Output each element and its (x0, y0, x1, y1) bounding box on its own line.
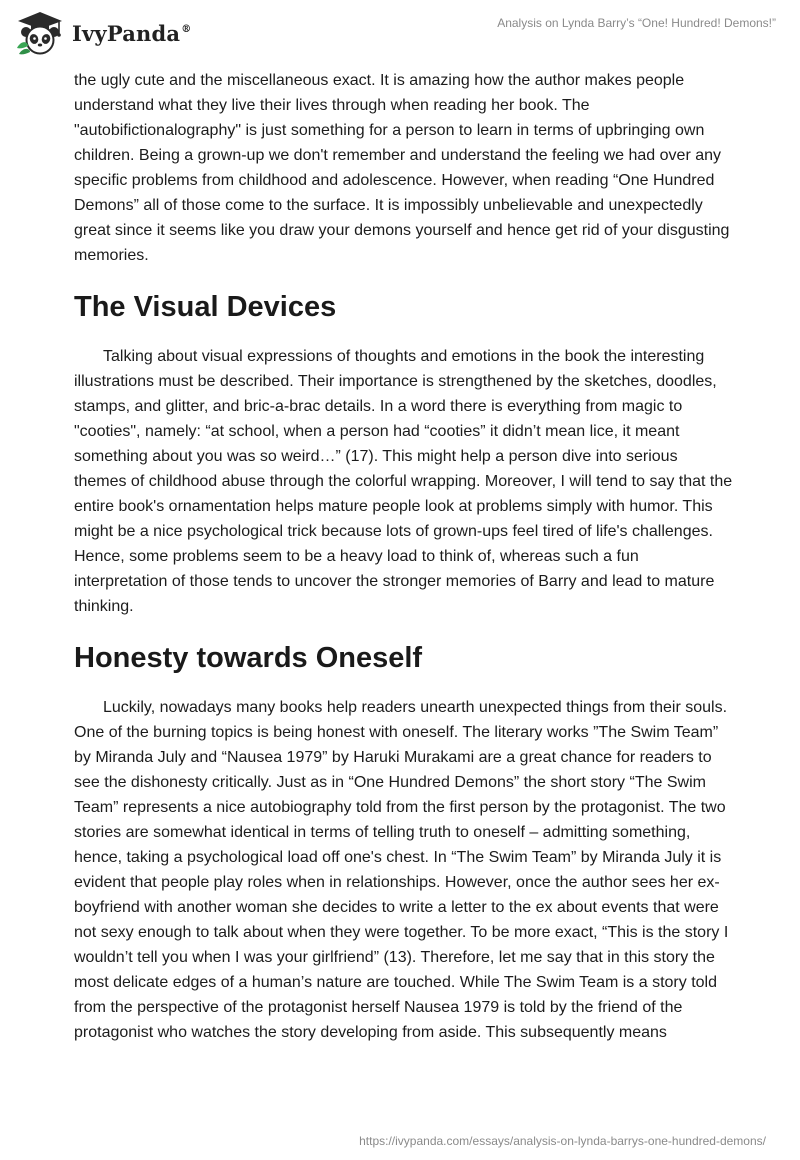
section-heading-visual-devices: The Visual Devices (74, 291, 337, 323)
page-header (0, 0, 800, 64)
essay-content (74, 68, 734, 1067)
source-url[interactable]: https://ivypanda.com/essays/analysis-on-lynda-barrys-one-hundred-demons/ (359, 1134, 766, 1148)
paragraph: the ugly cute and the miscellaneous exact. It is amazing how the author makes people understand what they live their lives through when reading her book. The "autobifictionalography" is just something for a person to learn in terms of upbringing own children. Being a grown-up we don't remember and understand the feeling we had over any specific problems from childhood and adolescence. However, when reading “One Hundred Demons” all of those come to the surface. It is impossibly unbelievable and unexpectedly great since it seems like you draw your demons yourself and hence get rid of your disgusting memories. (74, 72, 730, 264)
ivypanda-logo[interactable] (14, 10, 191, 56)
paragraph: Talking about visual expressions of thoughts and emotions in the book the interesting illustrations must be described. Their importance is strengthened by the sketches, doodles, stamps, and glitter, and bric-a-brac details. In a word there is everything from magic to "cooties", namely: “at school, when a person had “cooties” it didn’t mean lice, it meant something about you was so weird…” (17). This might help a person dive into serious themes of childhood abuse through the colorful wrapping. Moreover, I will tend to say that the entire book's ornamentation helps mature people look at problems simply with humor. This might be a nice psychological trick because lots of grown-ups feel tired of life's challenges. Hence, some problems seem to be a heavy load to think of, whereas such a fun interpretation of those tends to uncover the stronger memories of Barry and lead to mature thinking. (74, 348, 733, 615)
brand-name: IvyPanda® (72, 20, 192, 46)
paragraph: Luckily, nowadays many books help readers unearth unexpected things from their souls. One of the burning topics is being honest with oneself. The literary works ”The Swim Team” by Miranda July and “Nausea 1979” by Haruki Murakami are a great chance for readers to see the dishonesty critically. Just as in “One Hundred Demons” the short story “The Swim Team” represents a nice autobiography told from the first person by the protagonist. The two stories are somewhat identical in terms of telling truth to oneself – admitting something, hence, taking a psychological load off one's chest. In “The Swim Team” by Miranda July it is evident that people play roles when in relationships. However, once the author sees her ex-boyfriend with another woman she decides to write a letter to the ex about events that were not sexy enough to talk about when they were together. To be more exact, “This is the story I wouldn’t tell you when I was your girlfriend” (13). Therefore, let me say that in this story the most delicate edges of a human’s nature are touched. While The Swim Team is a story told from the perspective of the protagonist herself Nausea 1979 is told by the friend of the protagonist who watches the story developing from aside. This subsequently means (74, 699, 729, 1041)
section-heading-honesty: Honesty towards Oneself (74, 642, 423, 674)
graduation-panda-icon (14, 10, 66, 56)
document-title: Analysis on Lynda Barry’s “One! Hundred! Demons!” (497, 16, 776, 30)
